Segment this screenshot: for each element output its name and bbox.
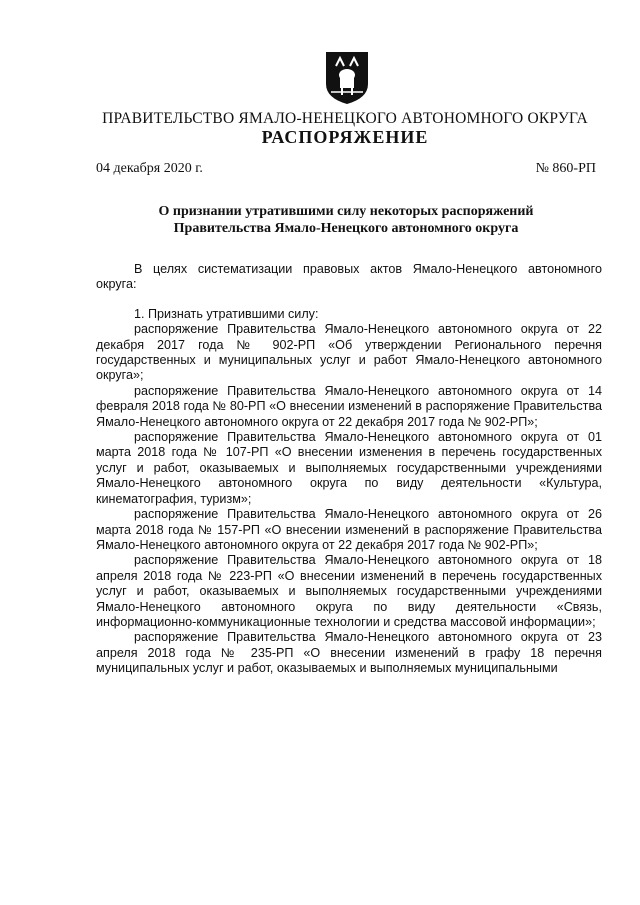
document-type: РАСПОРЯЖЕНИЕ [261, 127, 429, 147]
title-line-2: Правительства Ямало-Ненецкого автономного округа [173, 221, 519, 236]
list-item: распоряжение Правительства Ямало-Ненецкого автономного округа от 23 апреля 2018 года № 235-РП «О внесении изменений в графу 18 перечня муниципальных услуг и работ, оказываемых и выполняемых муниципальными [96, 630, 602, 676]
document-title [96, 203, 596, 237]
list-item: распоряжение Правительства Ямало-Ненецкого автономного округа от 14 февраля 2018 года № 80-РП «О внесении изменений в распоряжение Правительства Ямало-Ненецкого автономного округа от 22 декабря 2017 года № 902-РП»; [96, 383, 602, 429]
item-1: 1. Признать утратившими силу: [134, 306, 319, 321]
coat-of-arms-icon [322, 48, 372, 106]
list-item: распоряжение Правительства Ямало-Ненецкого автономного округа от 01 марта 2018 года № 107-РП «О внесении изменения в перечень государственных услуг и работ, оказываемых и выполняемых государственными учреждениями Ямало-Ненецкого автономного округа по виду деятельности «Культура, кинематография, туризм»; [96, 430, 602, 506]
list-item: распоряжение Правительства Ямало-Ненецкого автономного округа от 22 декабря 2017 года № 902-РП «Об утверждении Регионального перечня государственных и муниципальных услуг и работ Ямало-Ненецкого автономного округа»; [96, 322, 602, 383]
list-item: распоряжение Правительства Ямало-Ненецкого автономного округа от 26 марта 2018 года № 157-РП «О внесении изменений в распоряжение Правительства Ямало-Ненецкого автономного округа от 22 декабря 2017 года № 902-РП»; [96, 507, 602, 552]
document-body [96, 262, 602, 677]
list-item: распоряжение Правительства Ямало-Ненецкого автономного округа от 18 апреля 2018 года № 223-РП «О внесении изменений в перечень государственных услуг и работ, оказываемых и выполняемых государственными учреждениями Ямало-Ненецкого автономного округа по виду деятельности «Связь, информационно-коммуникационные технологии и средства массовой информации»; [96, 553, 602, 629]
document-date: 04 декабря 2020 г. [96, 161, 203, 176]
document-number: № 860-РП [535, 161, 596, 176]
organization-name: ПРАВИТЕЛЬСТВО ЯМАЛО-НЕНЕЦКОГО АВТОНОМНОГО ОКРУГА [102, 110, 588, 127]
title-line-1: О признании утратившими силу некоторых распоряжений [158, 204, 534, 219]
intro-paragraph: В целях систематизации правовых актов Ямало-Ненецкого автономного округа: [96, 262, 602, 292]
